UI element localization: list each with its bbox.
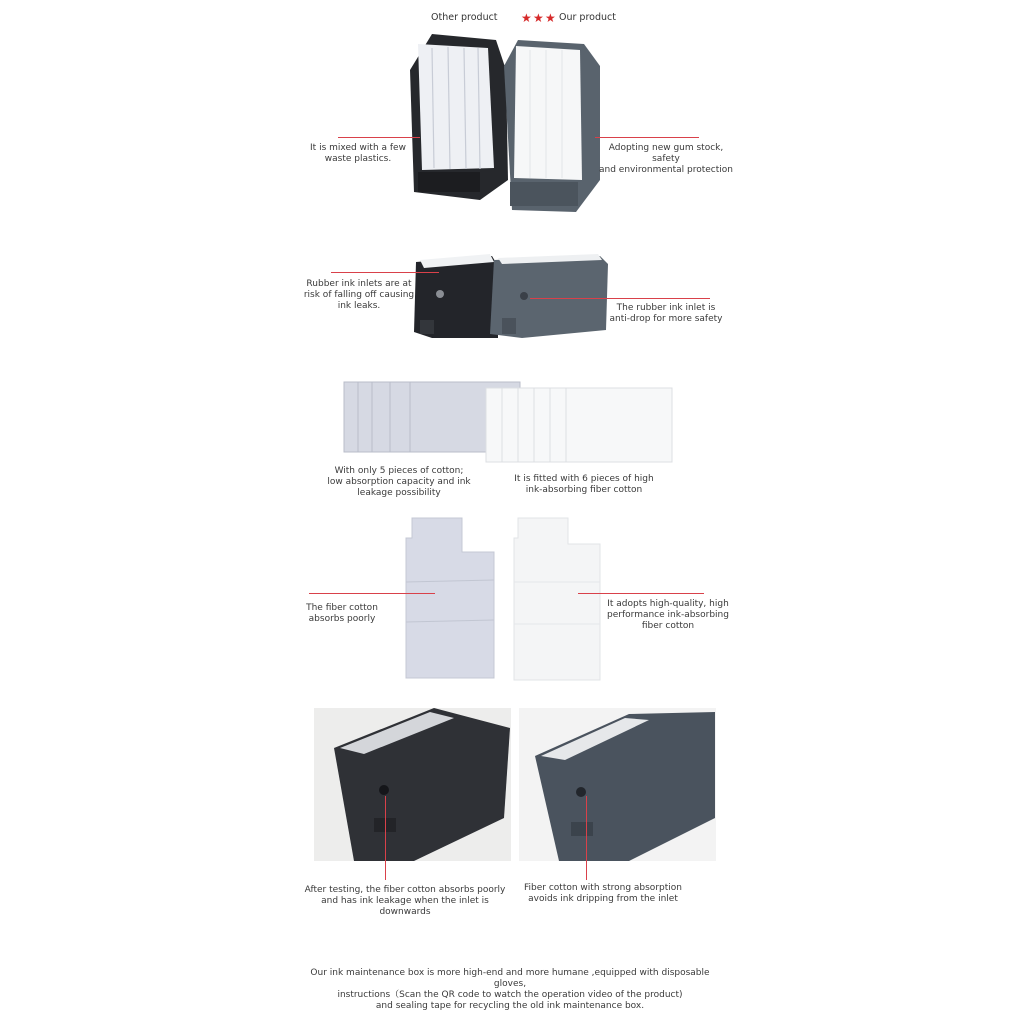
other-product-label: Other product — [431, 12, 498, 23]
star-icon: ★ — [533, 11, 544, 25]
s4-right-caption: It adopts high-quality, high performance ink-absorbing fiber cotton — [607, 599, 729, 631]
s2-right-caption: The rubber ink inlet is anti-drop for more safety — [609, 303, 723, 324]
s3-right-caption: It is fitted with 6 pieces of high ink-absorbing fiber cotton — [514, 474, 654, 495]
photo-our-box-tilted — [519, 708, 716, 861]
cotton-piece-comparison — [402, 514, 604, 682]
s3-left-caption: With only 5 pieces of cotton; low absorption capacity and ink leakage possibility — [327, 466, 471, 498]
cotton-stack-comparison — [340, 376, 680, 466]
star-icon: ★ — [545, 11, 556, 25]
footer-description: Our ink maintenance box is more high-end and more humane ,equipped with disposable gloves, instructions（Scan the QR code to watch the operation video of the product) and sealing tape for recycling the old ink maintenance box. — [310, 968, 710, 1011]
s5-right-caption: Fiber cotton with strong absorption avoids ink dripping from the inlet — [524, 883, 682, 904]
s4-left-caption: The fiber cotton absorbs poorly — [306, 603, 378, 624]
s5-left-caption: After testing, the fiber cotton absorbs poorly and has ink leakage when the inlet is downwards — [304, 885, 506, 917]
comparison-boxes-inlet — [398, 248, 610, 364]
s1-right-caption: Adopting new gum stock, safety and environmental protection — [599, 143, 733, 175]
our-product-label: Our product — [559, 12, 616, 23]
comparison-boxes-open — [400, 30, 610, 220]
photo-other-box-tilted — [314, 708, 511, 861]
star-icon: ★ — [521, 11, 532, 25]
s1-left-caption: It is mixed with a few waste plastics. — [310, 143, 406, 164]
s2-left-caption: Rubber ink inlets are at risk of falling off causing ink leaks. — [303, 279, 415, 311]
